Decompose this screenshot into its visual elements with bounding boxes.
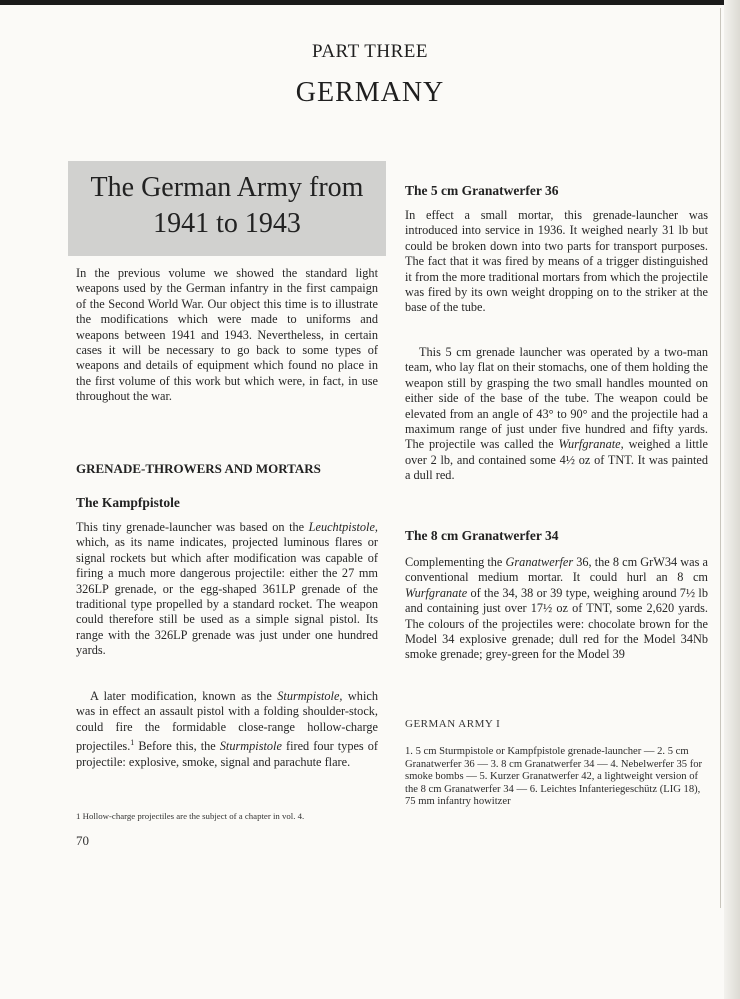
footnote: 1 Hollow-charge projectiles are the subject of a chapter in vol. 4. xyxy=(76,811,305,821)
footnote-marker: 1 xyxy=(130,738,135,748)
country-heading: GERMANY xyxy=(295,77,445,108)
page-edge-shadow xyxy=(724,0,740,999)
term-wurfgranate: Wurfgranate, xyxy=(558,437,624,452)
granatwerfer-34-paragraph: Complementing the Granatwerfer 36, the 8 cm GrW34 was a conventional medium mortar. It could hurl an 8 cm Wurfgranate of the 34, 38 or 39 type, weighing around 7½ lb and containing just over 17½ oz of TNT, some 2,620 yards. The colours of the projectiles were: chocolate brown for the Model 34 explosive grenade; dull red for the Model 34Nb smoke grenade; grey-green for the Model 39 xyxy=(405,555,708,662)
kampfpistole-paragraph-2: A later modification, known as the Sturmpistole, which was in effect an assault pistol with a folding shoulder-stock, could fire the formidable close-range hollow-charge projectiles.$^1$ Before this, the Sturmpistole fired four types of projectile: explosive, smoke, signal and parachute flare. xyxy=(76,689,378,769)
page-number: 70 xyxy=(76,833,89,848)
heading-granatwerfer-34: The 8 cm Granatwerfer 34 xyxy=(405,528,559,543)
heading-kampfpistole: The Kampfpistole xyxy=(76,495,180,510)
top-border xyxy=(0,0,740,5)
intro-paragraph: In the previous volume we showed the standard light weapons used by the German infantry in the first campaign of the Second World War. Our object this time is to illustrate the modifications which were made to uniforms and weapons between 1941 and 1943. Nevertheless, in certain cases it will be necessary to go back to some types of weapons and details of equipment which found no place in the first volume of this work but which were, in fact, in use throughout the war. xyxy=(76,266,378,404)
heading-granatwerfer-36: The 5 cm Granatwerfer 36 xyxy=(405,183,559,198)
term-wurfgranate-2: Wurfgranate xyxy=(405,585,468,600)
chapter-title-line-1: The German Army from xyxy=(90,172,364,203)
chapter-title-line-2: 1941 to 1943 xyxy=(153,208,301,239)
part-heading: PART THREE xyxy=(312,41,428,62)
term-sturmpistole: Sturmpistole, xyxy=(277,689,343,703)
term-leuchtpistole: Leuchtpistole, xyxy=(308,520,378,534)
section-heading-grenade-throwers: GRENADE-THROWERS AND MORTARS xyxy=(76,461,321,476)
kampfpistole-paragraph-1: This tiny grenade-launcher was based on the Leuchtpistole, which, as its name indicates, projected luminous flares or signal rockets but which after modification was capable of firing a much more dangerous projectile: either the 27 mm 326LP grenade, or the egg-shaped 361LP grenade of the traditional type propelled by a standard rocket. The weapon could therefore still be used as a simple signal pistol. Its range with the 326LP grenade was just under one hundred yards. xyxy=(76,520,378,658)
page-edge-line xyxy=(720,8,721,908)
granatwerfer-36-paragraph-2: This 5 cm grenade launcher was operated by a two-man team, who lay flat on their stomachs, one of them holding the weapon still by grasping the two small handles mounted on either side of the base of the tube. The weapon could be elevated from an angle of 43° to 90° and the projectile had a maximum range of just under five hundred and fifty yards. The projectile was called the Wurfgranate, weighed a little over 2 lb, and contained some 4½ oz of TNT. It was painted a dull red. xyxy=(405,345,708,483)
chapter-title-box xyxy=(68,161,386,256)
term-granatwerfer: Granatwerfer xyxy=(505,555,574,569)
plate-caption: 1. 5 cm Sturmpistole or Kampfpistole grenade-launcher — 2. 5 cm Granatwerfer 36 — 3. 8 cm Granatwerfer 34 — 4. Nebelwerfer 35 for smoke bombs — 5. Kurzer Granatwerfer 42, a lightweight version of the 8 cm Granatwerfer 34 — 6. Leichtes Infanteriegeschütz (LIG 18), 75 mm infantry howitzer xyxy=(405,746,703,808)
plate-label: GERMAN ARMY I xyxy=(405,718,501,730)
term-sturmpistole-2: Sturmpistole xyxy=(219,739,282,754)
granatwerfer-36-paragraph-1: In effect a small mortar, this grenade-launcher was introduced into service in 1936. It weighed nearly 31 lb but could be broken down into two parts for transport purposes. The fact that it was fired by means of a trigger distinguished it from the more traditional mortars from which the projectile was fired by its own weight dropping on to the striker at the base of the tube. xyxy=(405,208,708,315)
